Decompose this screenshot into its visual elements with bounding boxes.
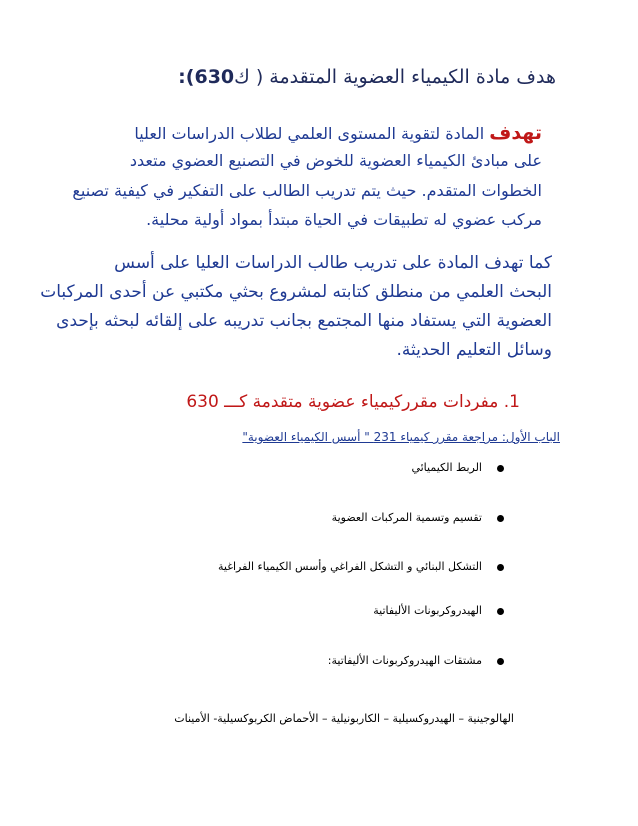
paragraph2-line3: العضوية التي يستفاد منها المجتمع بجانب تدريبه على إلقائه لبحثه بإحدى <box>56 311 552 331</box>
course-code: 630): <box>178 66 235 88</box>
bullet-dot-icon <box>497 515 504 522</box>
bullet-dot-icon <box>497 608 504 615</box>
paragraph1-line3: الخطوات المتقدم. حيث يتم تدريب الطالب على التفكير في كيفية تصنيع <box>72 181 542 200</box>
derivatives-line: الهالوجينية – الهيدروكسيلية – الكاربونيلية – الأحماض الكربوكسيلية- الأمينات <box>174 712 514 725</box>
bullet-item <box>411 461 482 474</box>
paragraph1-line1 <box>134 122 542 144</box>
bullet-item <box>373 604 482 617</box>
paragraph1-line4: مركب عضوي له تطبيقات في الحياة مبتدأ بمواد أولية محلية. <box>146 210 542 229</box>
bullet-item <box>218 560 482 573</box>
paragraph1-line1-text: المادة لتقوية المستوى العلمي لطلاب الدراسات العليا <box>134 124 485 143</box>
bullet-text: مشتقات الهيدروكربونات الأليفاتية: <box>327 654 482 667</box>
title-text: هدف مادة الكيمياء العضوية المتقدمة ( ك <box>234 66 556 88</box>
chapter-heading: الباب الأول: مراجعة مقرر كيمياء 231 " أسس الكيمياء العضوية" <box>242 430 560 444</box>
bullet-dot-icon <box>497 465 504 472</box>
paragraph2-line2: البحث العلمي من منطلق كتابته لمشروع بحثي مكتبي عن أحدى المركبات <box>40 282 552 302</box>
bullet-text: التشكل البنائي و التشكل الفراغي وأسس الكيمياء الفراغية <box>217 560 482 573</box>
section-heading: 1. مفردات مقرركيمياء عضوية متقدمة كـــ 630 <box>186 392 520 412</box>
bullet-item <box>332 511 482 524</box>
paragraph1-lead: تهدف <box>489 122 542 144</box>
bullet-dot-icon <box>497 658 504 665</box>
bullet-text: تقسيم وتسمية المركبات العضوية <box>331 511 482 524</box>
paragraph2-line4: وسائل التعليم الحديثة. <box>396 340 552 360</box>
paragraph1-line2: على مبادئ الكيمياء العضوية للخوض في التصنيع العضوي متعدد <box>129 151 542 170</box>
bullet-item <box>328 654 482 667</box>
page-title <box>178 66 556 88</box>
paragraph2-line1: كما تهدف المادة على تدريب طالب الدراسات العليا على أسس <box>114 253 552 273</box>
bullet-dot-icon <box>497 564 504 571</box>
bullet-text: الهيدروكربونات الأليفاتية <box>373 604 482 617</box>
bullet-text: الربط الكيميائي <box>411 461 482 474</box>
